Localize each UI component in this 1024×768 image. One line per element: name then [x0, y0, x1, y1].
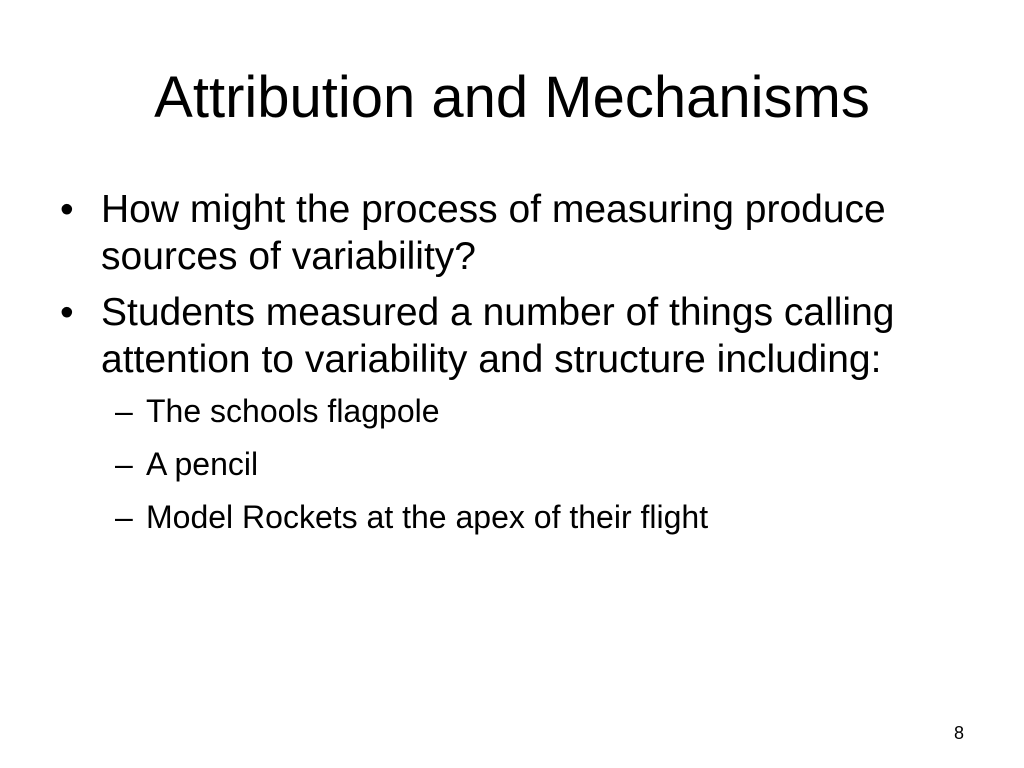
- sub-bullet-item: [60, 392, 980, 430]
- sub-bullet-marker: –: [115, 446, 133, 482]
- bullet-item: [60, 186, 980, 280]
- bullet-text: Students measured a number of things calling attention to variability and structure including:: [101, 291, 895, 381]
- slide-title: Attribution and Mechanisms: [154, 65, 870, 130]
- bullet-text: How might the process of measuring produce sources of variability?: [101, 188, 886, 278]
- sub-bullet-item: [60, 498, 980, 536]
- sub-bullet-item: [60, 445, 980, 483]
- bullet-item: [60, 289, 980, 383]
- sub-bullet-marker: –: [115, 499, 133, 535]
- page-number: 8: [953, 723, 964, 743]
- bullet-marker: •: [60, 291, 74, 334]
- sub-bullet-list: [60, 392, 980, 536]
- sub-bullet-marker: –: [115, 393, 133, 429]
- slide-body: [60, 186, 980, 551]
- sub-bullet-text: The schools flagpole: [146, 393, 440, 429]
- sub-bullet-text: A pencil: [146, 446, 259, 482]
- sub-bullet-text: Model Rockets at the apex of their flight: [146, 499, 709, 535]
- bullet-marker: •: [60, 188, 74, 231]
